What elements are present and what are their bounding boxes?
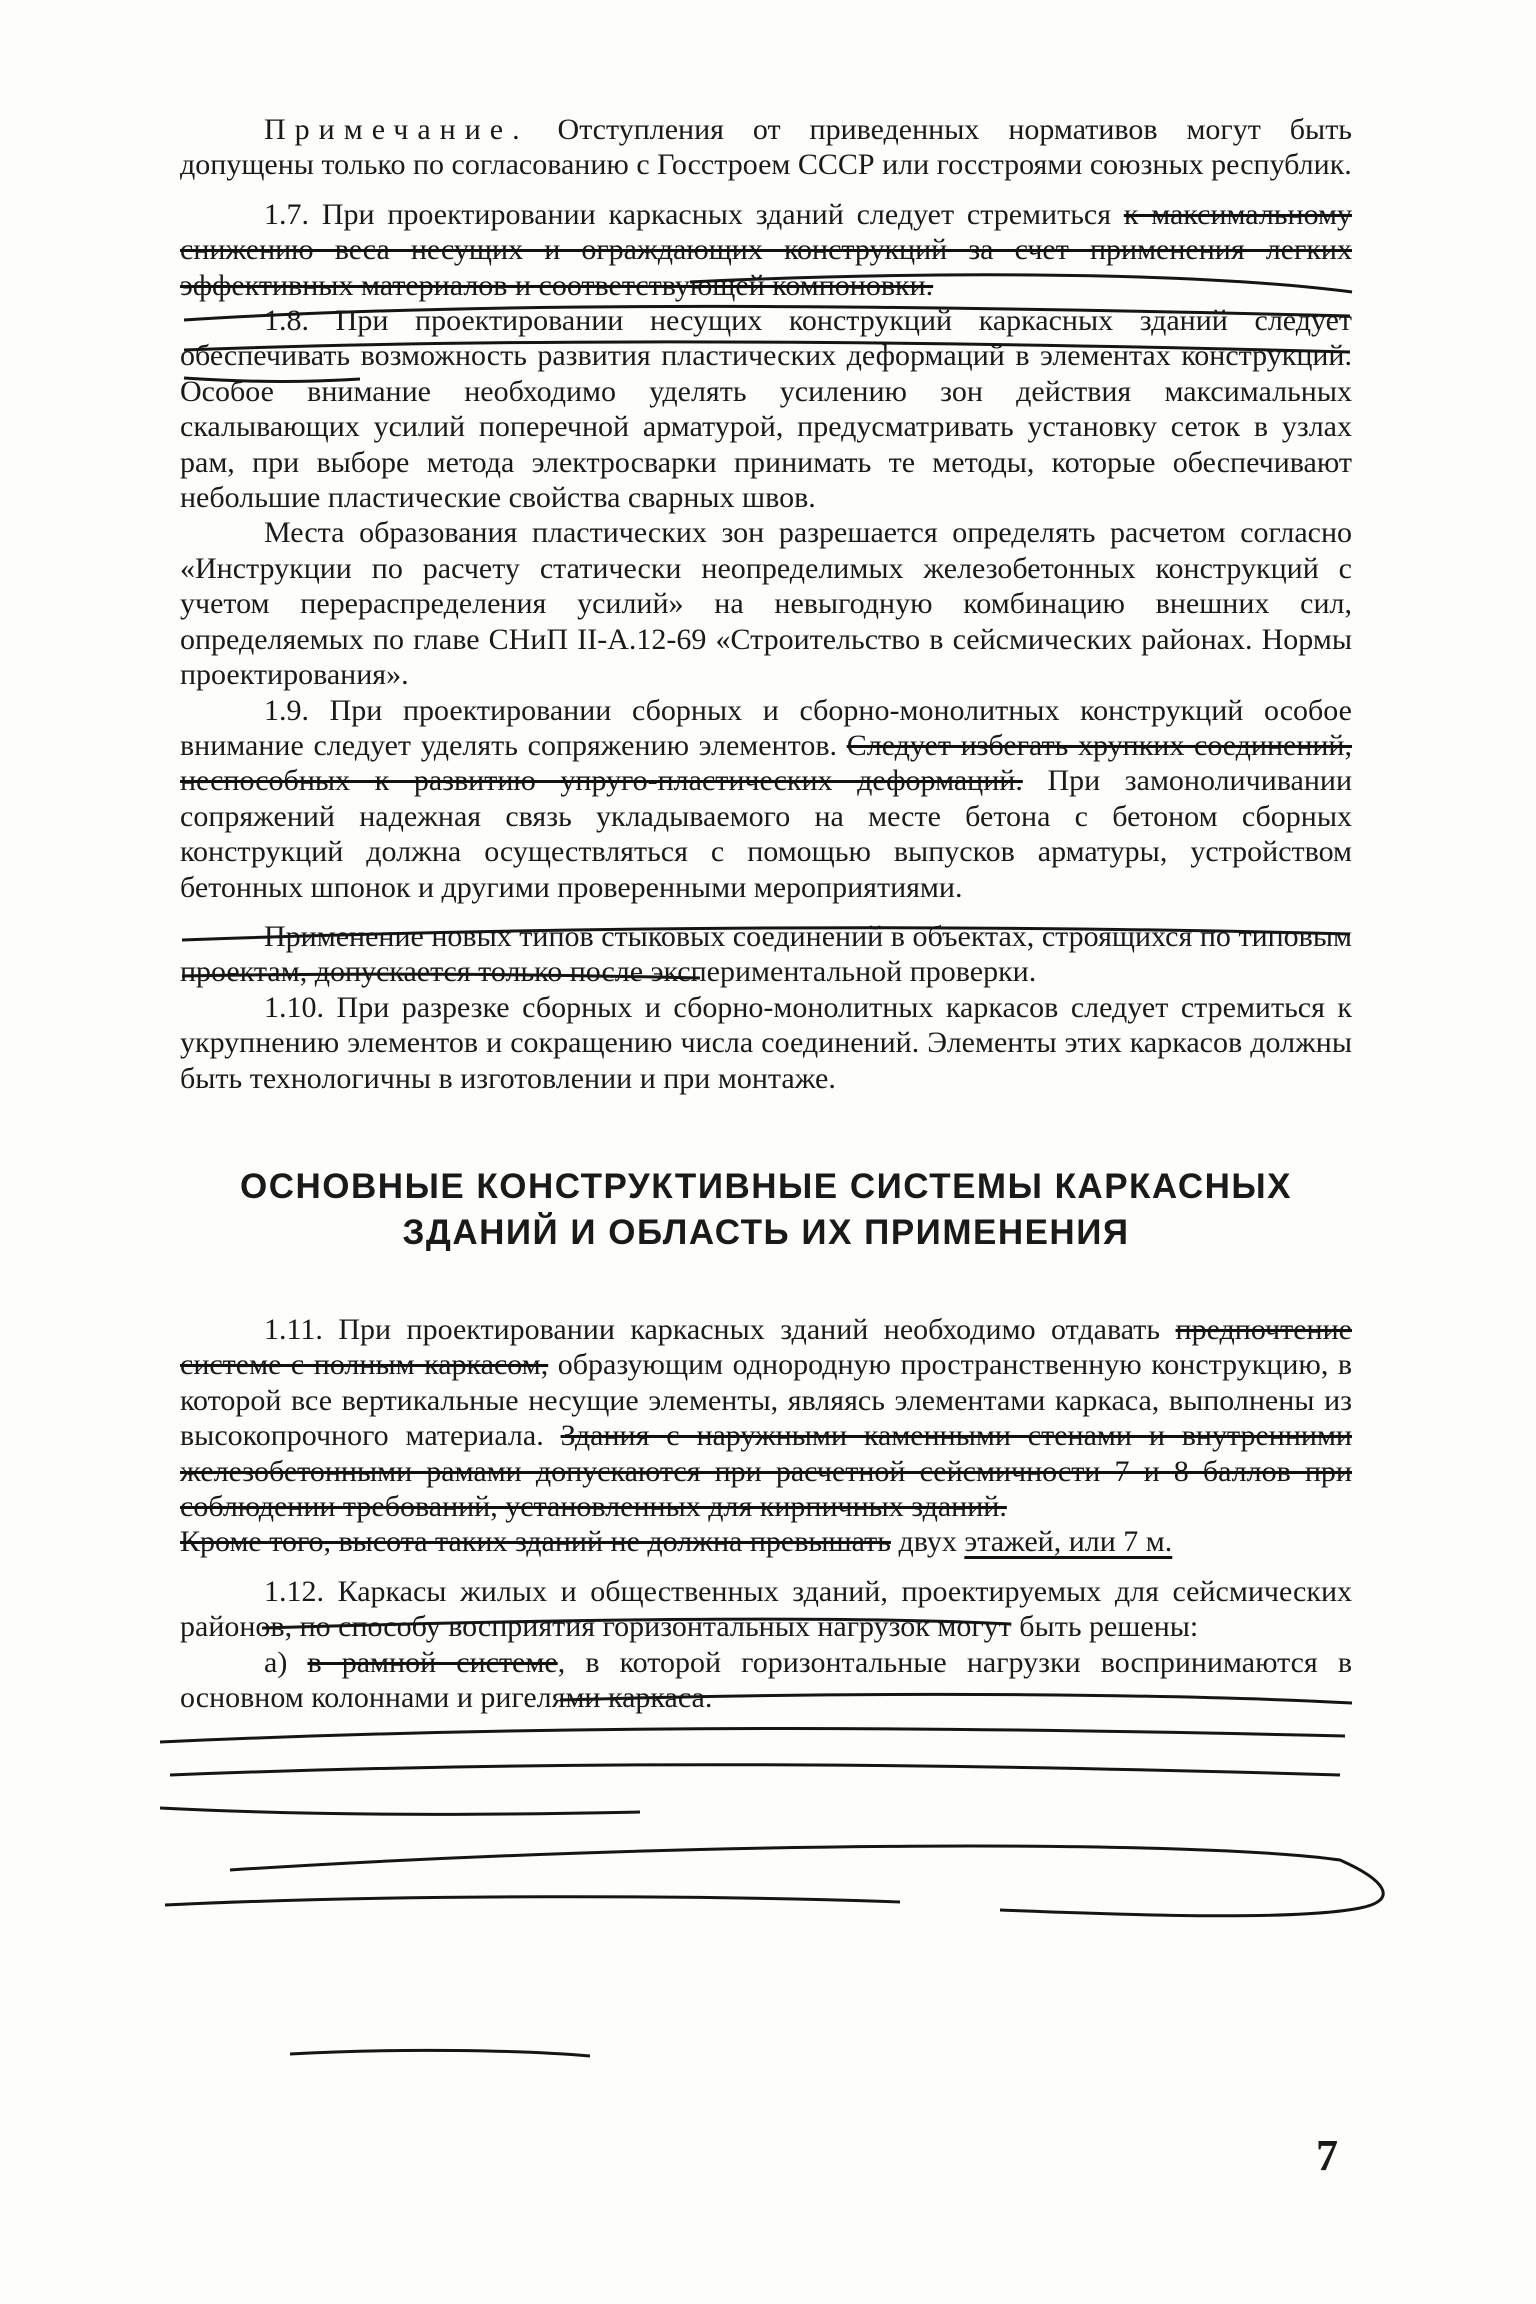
clause-1-11-marked-text-1: предпочтение системе с полным каркасом, (180, 1312, 1352, 1382)
clause-1-11-text-tail: двух (890, 1525, 957, 1559)
clause-1-7 (180, 197, 1352, 303)
clause-1-11-marked-text-4: этажей, или 7 м. (964, 1525, 1173, 1559)
clause-1-10: 1.10. При разрезке сборных и сборно-монолитных каркасов следует стремиться к укрупнению элементов и сокращению числа соединений. Элементы этих каркасов должны быть технологичны в изготовлении и при монтаже. (180, 990, 1352, 1095)
clause-1-9-marked-text: Следует избегать хрупких соединений, неспособных к развитию упруго-пластических деформаций. (180, 728, 1352, 798)
note-paragraph (180, 112, 1352, 183)
clause-1-7-marked-text: к максимальному снижению веса несущих и ограждающих конструкций за счет применения легких эффективных материалов и соответствующей компоновки. (180, 197, 1352, 302)
clause-1-11-marked-text-2: Здания с наружными каменными стенами и внутренними железобетонными рамами допускаются при расчетной сейсмичности 7 и 8 баллов при соблюдении требований, установленных для кирпичных зданий. (180, 1419, 1352, 1523)
clause-1-9-text: 1.9. При проектировании сборных и сборно-монолитных конструкций особое внимание следует уделять сопряжению элементов. (180, 693, 1352, 762)
item-a (180, 1645, 1352, 1716)
clause-1-7-number: 1.7. (264, 197, 309, 231)
pen-underline-item-a (290, 2050, 590, 2056)
section-heading-line-2: ЗДАНИЙ И ОБЛАСТЬ ИХ ПРИМЕНЕНИЯ (402, 1212, 1130, 1252)
plastic-zones-paragraph: Места образования пластических зон разрешается определять расчетом согласно «Инструкции по расчету статически неопределимых железобетонных конструкций с учетом перераспределения усилий» на невыгодную комбинацию внешних сил, определяемых по главе СНиП II-А.12-69 «Строительство в сейсмических районах. Нормы проектирования». (180, 516, 1352, 692)
text-column (180, 112, 1352, 1715)
page-number: 7 (1316, 2131, 1338, 2180)
clause-1-11-text: 1.11. При проектировании каркасных зданий необходимо отдавать (264, 1312, 1176, 1346)
section-heading-line-1: ОСНОВНЫЕ КОНСТРУКТИВНЫЕ СИСТЕМЫ КАРКАСНЫХ (240, 1166, 1292, 1206)
item-a-text: , в которой горизонтальные нагрузки воспринимаются в основном колоннами и ригелями каркаса. (180, 1645, 1352, 1715)
clause-1-9-rest: При замоноличивании сопряжений надежная связь укладываемого на месте бетона с бетоном сборных конструкций должна осуществляться с помощью выпусков арматуры, устройством бетонных шпонок и другими проверенными мероприятиями. (180, 764, 1352, 904)
clause-1-7-text: При проектировании каркасных зданий следует стремиться (309, 197, 1124, 231)
clause-1-11-middle: образующим однородную пространственную конструкцию, в которой все вертикальные несущие элементы, являясь элементами каркаса, выполнены из высокопрочного материала. (180, 1348, 1353, 1453)
item-a-marked-text: в рамной системе (307, 1645, 558, 1679)
clause-1-9 (180, 693, 1352, 905)
clause-1-11-marked-text-3: Кроме того, высота таких зданий не должна превышать (180, 1525, 891, 1559)
note-text: Отступления от приведенных нормативов могут быть допущены только по согласованию с Госстроем СССР или госстроями союзных республик. (180, 113, 1352, 182)
item-a-marker: а) (264, 1645, 308, 1679)
new-joints-paragraph: Применение новых типов стыковых соединений в объектах, строящихся по типовым проектам, допускается только после экспериментальной проверки. (180, 919, 1352, 989)
clause-1-8: 1.8. При проектировании несущих конструкций каркасных зданий следует обеспечивать возможность развития пластических деформаций в элементах конструкций. Особое внимание необходимо уделять усилению зон действия максимальных скалывающих усилий поперечной арматурой, предусматривать установку сеток в узлах рам, при выборе метода электросварки принимать те методы, которые обеспечивают небольшие пластические свойства сварных швов. (180, 304, 1352, 515)
clause-1-11 (180, 1312, 1352, 1560)
note-label: Примечание. (264, 113, 529, 146)
section-heading (180, 1164, 1352, 1256)
clause-1-12: 1.12. Каркасы жилых и общественных зданий, проектируемых для сейсмических районов, по способу восприятия горизонтальных нагрузок могут быть решены: (180, 1574, 1352, 1644)
